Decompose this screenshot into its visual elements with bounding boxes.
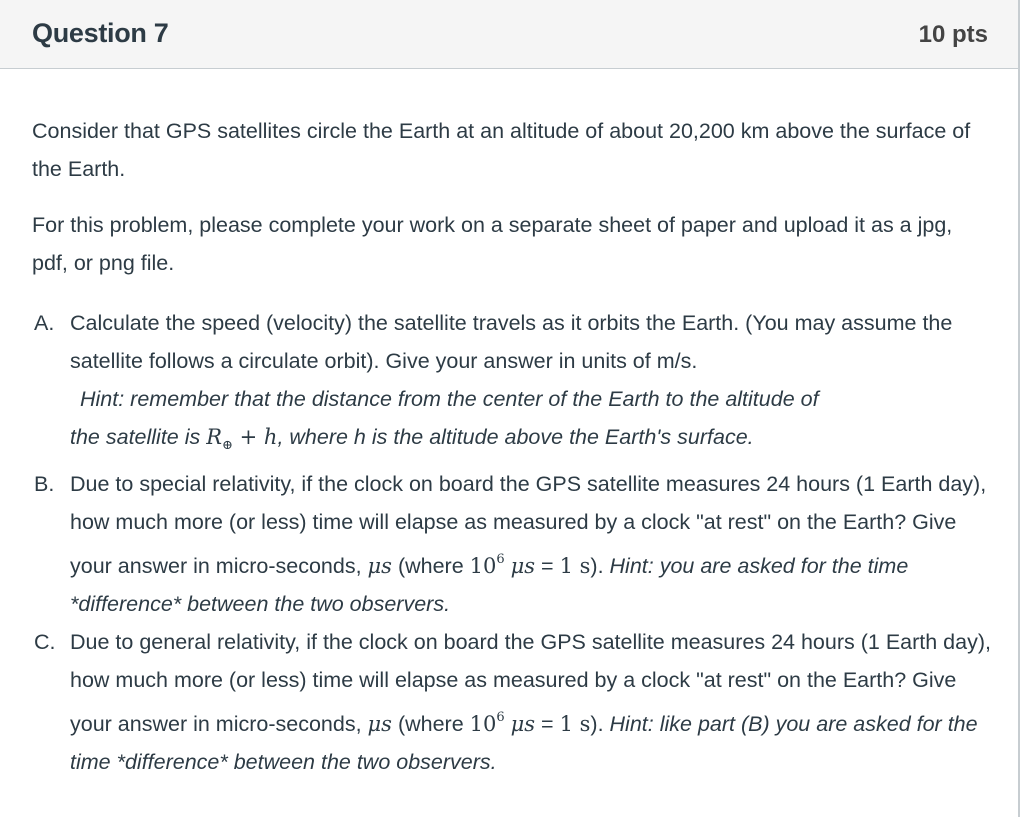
part-c bbox=[32, 623, 992, 781]
part-b bbox=[32, 465, 992, 623]
part-c-close: ). bbox=[590, 712, 610, 736]
question-parts-list bbox=[32, 304, 992, 781]
part-a-marker: A. bbox=[34, 311, 55, 335]
math-microseconds: μs bbox=[367, 554, 392, 578]
math-microseconds-unit: μs bbox=[510, 712, 536, 736]
part-a-hint-post: , where h is the altitude above the Earth's surface. bbox=[277, 425, 754, 449]
part-b-text: Due to special relativity, if the clock on board the GPS satellite measures 24 hours (1 Earth day), how much more (or less) time will elapse as measured by a clock "at rest" on the Earth? Give your answer in micro-seconds, bbox=[70, 472, 987, 578]
math-microseconds: μs bbox=[367, 712, 392, 736]
math-one-second: 1 s bbox=[559, 712, 591, 736]
math-plus: + bbox=[232, 425, 264, 449]
part-c-marker: C. bbox=[34, 630, 56, 654]
question-header bbox=[0, 0, 1018, 69]
math-microseconds-unit: μs bbox=[510, 554, 536, 578]
part-a bbox=[32, 304, 992, 465]
part-a-text: Calculate the speed (velocity) the satellite travels as it orbits the Earth. (You may assume the satellite follows a circulate orbit). Give your answer in units of m/s. bbox=[70, 311, 953, 373]
math-h: h bbox=[263, 425, 278, 449]
question-body bbox=[32, 112, 992, 781]
question-title: Question 7 bbox=[32, 18, 169, 48]
part-b-equals: = bbox=[535, 554, 560, 578]
part-b-close: ). bbox=[590, 554, 610, 578]
part-a-hint-line-2 bbox=[70, 418, 992, 465]
part-a-hint-pre: the satellite is bbox=[70, 425, 207, 449]
part-c-equals: = bbox=[535, 712, 560, 736]
part-c-text: Due to general relativity, if the clock on board the GPS satellite measures 24 hours (1 Earth day), how much more (or less) time will elapse as measured by a clock "at rest" on the Earth? Give your answer in micro-seconds, bbox=[70, 630, 991, 736]
question-instructions: For this problem, please complete your work on a separate sheet of paper and upload it as a jpg, pdf, or png file. bbox=[32, 213, 953, 275]
part-c-where: (where bbox=[391, 712, 470, 736]
part-b-hint: Hint: you are asked for the time *difference* between the two observers. bbox=[70, 554, 909, 616]
question-intro: Consider that GPS satellites circle the Earth at an altitude of about 20,200 km above the surface of the Earth. bbox=[32, 119, 971, 181]
part-a-hint-line-1: Hint: remember that the distance from the center of the Earth to the altitude of bbox=[80, 387, 819, 411]
part-b-marker: B. bbox=[34, 472, 55, 496]
math-ten-power: $10^6$ bbox=[469, 710, 505, 736]
math-one-second: 1 s bbox=[559, 554, 591, 578]
part-b-where: (where bbox=[391, 554, 470, 578]
part-c-hint: Hint: like part (B) you are asked for the time *difference* between the two observers. bbox=[70, 712, 978, 774]
math-r-earth: $R_\oplus$ bbox=[206, 425, 233, 453]
question-points: 10 pts bbox=[918, 21, 988, 48]
math-ten-power: $10^6$ bbox=[469, 552, 505, 578]
